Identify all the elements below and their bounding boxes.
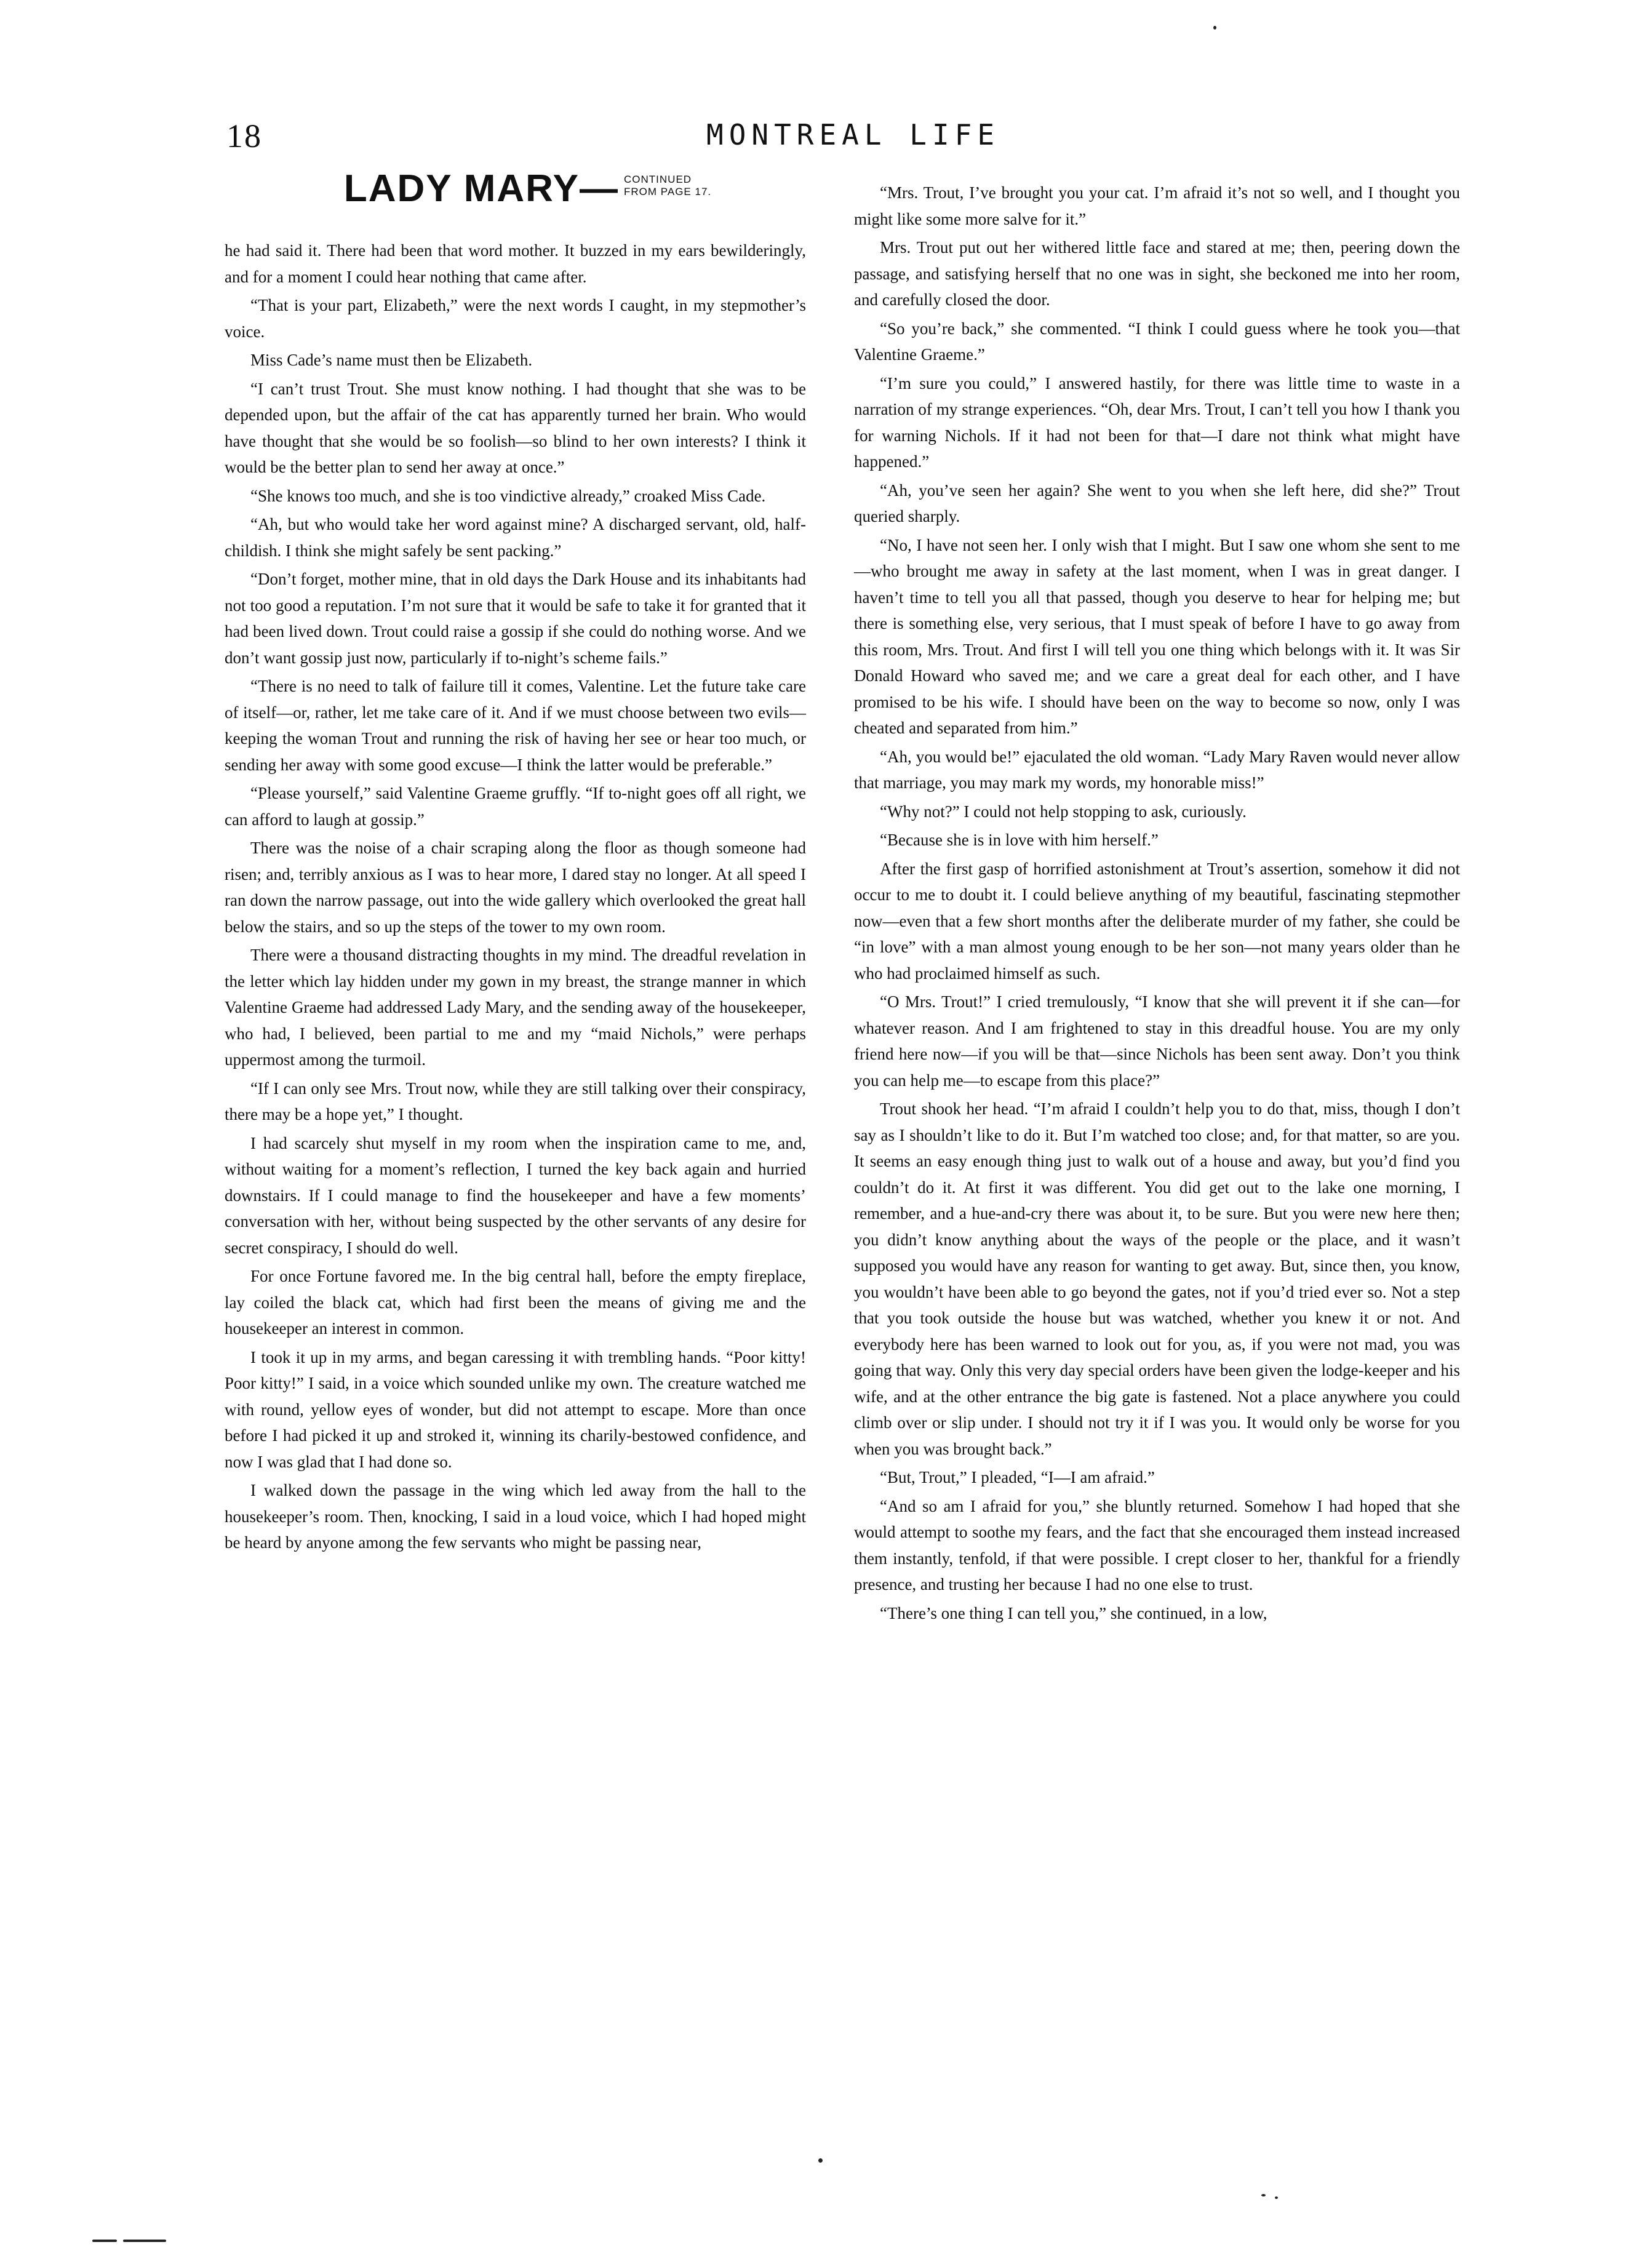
- paragraph: “Don’t forget, mother mine, that in old days the Dark House and its inhabitants had not too good a reputation. I’m not sure that it would be safe to take it for granted that it had been lived down. Trout could raise a gossip if she could do nothing worse. And we don’t want gossip just now, particularly if to-night’s scheme fails.”: [225, 570, 806, 667]
- paragraph: “Ah, you’ve seen her again? She went to you when she left here, did she?” Trout queried sharply.: [854, 481, 1460, 525]
- article-title: LADY MARY—: [343, 167, 620, 210]
- paragraph: I walked down the passage in the wing which led away from the hall to the housekeeper’s room. Then, knocking, I said in a loud voice, which I had hoped might be heard by anyone among the few servants who might be passing near,: [225, 1481, 806, 1552]
- print-speck: [1261, 2194, 1266, 2196]
- paragraph: “So you’re back,” she commented. “I think I could guess where he took you—that Valentine Graeme.”: [854, 319, 1460, 364]
- paragraph: “And so am I afraid for you,” she bluntly returned. Somehow I had hoped that she would attempt to soothe my fears, and the fact that she encouraged them instead increased them instantly, tenfold, if that were possible. I crept closer to her, thankful for a friendly presence, and trusting her because I had no one else to trust.: [854, 1496, 1460, 1594]
- paragraph: I took it up in my arms, and began caressing it with trembling hands. “Poor kitty! Poor kitty!” I said, in a voice which sounded unlike my own. The creature watched me with round, yellow eyes of wonder, but did not attempt to escape. More than once before I had picked it up and stroked it, winning its charily-bestowed confidence, and now I was glad that I had done so.: [225, 1347, 806, 1471]
- paragraph: “No, I have not seen her. I only wish that I might. But I saw one whom she sent to me—who brought me away in safety at the last moment, when I was in great danger. I haven’t time to tell you all that passed, though you deserve to hear for helping me; but there is something else, very serious, that I must speak of before I have to go away from this room, Mrs. Trout. And first I will tell you one thing which belongs with it. It was Sir Donald Howard who saved me; and we care a great deal for each other, and I have promised to be his wife. I should have been on the way to become so now, only I was cheated and separated from him.”: [854, 535, 1460, 737]
- paragraph: “She knows too much, and she is too vindictive already,” croaked Miss Cade.: [250, 486, 766, 505]
- print-speck: [1213, 26, 1216, 30]
- print-speck: [818, 2158, 823, 2163]
- paragraph: There were a thousand distracting thoughts in my mind. The dreadful revelation in the letter which lay hidden under my gown in my breast, the strange manner in which Valentine Graeme had addressed Lady Mary, and the sending away of the housekeeper, who had, I believed, been partial to me and my “maid Nichols,” were perhaps uppermost among the turmoil.: [225, 946, 806, 1069]
- paragraph: Trout shook her head. “I’m afraid I couldn’t help you to do that, miss, though I don’t say as I shouldn’t like to do it. But I’m watched too close; and, for that matter, so are you. It seems an easy enough thing just to walk out of a house and away, but you’d find you couldn’t do it. At first it was different. You did get out to the lake one morning, I remember, and a hue-and-cry there was about it, to be sure. But you were new here then; you didn’t know anything about the ways of the people or the place, and it wasn’t supposed you would have any reason for wanting to get away. But, since then, you know, you wouldn’t have been able to go beyond the gates, not if you’d tried ever so. Not a step that you took outside the house but was watched, whether you knew it or not. And everybody here has been warned to look out for you, as, if you were not mad, you was going that way. Only this very day special orders have been given the lodge-keeper and his wife, and at the other entrance the big gate is fastened. Not a place anywhere you could climb over or slip under. I should not try it if I was you. It would only be worse for you when you was brought back.”: [854, 1099, 1460, 1458]
- paragraph: After the first gasp of horrified astonishment at Trout’s assertion, somehow it did not occur to me to doubt it. I could believe anything of my beautiful, fascinating stepmother now—even that a few short months after the deliberate murder of my father, she could be “in love” with a man almost young enough to be her son—not many years older than he who had proclaimed himself as such.: [854, 859, 1460, 983]
- page-number: 18: [226, 118, 262, 154]
- paragraph: “O Mrs. Trout!” I cried tremulously, “I know that she will prevent it if she can—for whatever reason. And I am frightened to stay in this dreadful house. You are my only friend here now—if you will be that—since Nichols has been sent away. Don’t you think you can help me—to escape from this place?”: [854, 992, 1460, 1090]
- paragraph: “But, Trout,” I pleaded, “I—I am afraid.”: [880, 1468, 1155, 1486]
- paragraph: For once Fortune favored me. In the big central hall, before the empty fireplace, lay coiled the black cat, which had first been the means of giving me and the housekeeper an interest in common.: [225, 1267, 806, 1338]
- continued-note: [624, 174, 711, 198]
- paragraph: he had said it. There had been that word mother. It buzzed in my ears bewilderingly, and for a moment I could hear nothing that came after.: [225, 241, 806, 286]
- paragraph: “There’s one thing I can tell you,” she continued, in a low,: [880, 1603, 1267, 1622]
- print-speck: [92, 2240, 117, 2242]
- right-column: [854, 180, 1460, 1629]
- continued-line: CONTINUED: [624, 174, 692, 185]
- paragraph: “Ah, you would be!” ejaculated the old woman. “Lady Mary Raven would never allow that marriage, you may mark my words, my honorable miss!”: [854, 747, 1460, 792]
- paragraph: Miss Cade’s name must then be Elizabeth.: [250, 351, 533, 369]
- paragraph: “Because she is in love with him herself.”: [880, 831, 1159, 849]
- paragraph: “Ah, but who would take her word against mine? A discharged servant, old, half-childish. I think she might safely be sent packing.”: [225, 515, 806, 560]
- paragraph: There was the noise of a chair scraping along the floor as though someone had risen; and, terribly anxious as I was to hear more, I dared stay no longer. At all speed I ran down the narrow passage, out into the wide gallery which overlooked the great hall below the stairs, and so up the steps of the tower to my own room.: [225, 839, 806, 936]
- paragraph: I had scarcely shut myself in my room when the inspiration came to me, and, without waiting for a moment’s reflection, I turned the key back again and hurried downstairs. If I could manage to find the housekeeper and have a few moments’ conversation with her, without being suspected by the other servants of any desire for secret conspiracy, I should do well.: [225, 1133, 806, 1257]
- paragraph: “I can’t trust Trout. She must know nothing. I had thought that she was to be depended upon, but the affair of the cat has apparently turned her brain. Who would have thought that she would be so foolish—so blind to her own interests? I think it would be the better plan to send her away at once.”: [225, 379, 806, 476]
- article-heading: [225, 167, 806, 210]
- paragraph: “Why not?” I could not help stopping to ask, curiously.: [880, 802, 1247, 821]
- running-head: MONTREAL LIFE: [706, 118, 1000, 151]
- paragraph: “There is no need to talk of failure till it comes, Valentine. Let the future take care of itself—or, rather, let me take care of it. And if we must choose between two evils—keeping the woman Trout and running the risk of having her see or hear too much, or sending her away with some good excuse—I think the latter would be preferable.”: [225, 677, 806, 774]
- paragraph: “If I can only see Mrs. Trout now, while they are still talking over their conspiracy, there may be a hope yet,” I thought.: [225, 1079, 806, 1123]
- print-speck: [1275, 2196, 1278, 2199]
- paragraph: “That is your part, Elizabeth,” were the next words I caught, in my stepmother’s voice.: [225, 296, 806, 341]
- continued-from-line: FROM PAGE 17.: [624, 186, 712, 197]
- left-column: [225, 167, 806, 1558]
- paragraph: “I’m sure you could,” I answered hastily, for there was little time to waste in a narration of my strange experiences. “Oh, dear Mrs. Trout, I can’t tell you how I thank you for warning Nichols. If it had not been for that—I dare not think what might have happened.”: [854, 373, 1460, 471]
- print-speck: [123, 2240, 166, 2242]
- paragraph: “Mrs. Trout, I’ve brought you your cat. I’m afraid it’s not so well, and I thought you might like some more salve for it.”: [854, 183, 1460, 228]
- paragraph: Mrs. Trout put out her withered little face and stared at me; then, peering down the passage, and satisfying herself that no one was in sight, she beckoned me into her room, and carefully closed the door.: [854, 238, 1460, 309]
- paragraph: “Please yourself,” said Valentine Graeme gruffly. “If to-night goes off all right, we can afford to laugh at gossip.”: [225, 784, 806, 829]
